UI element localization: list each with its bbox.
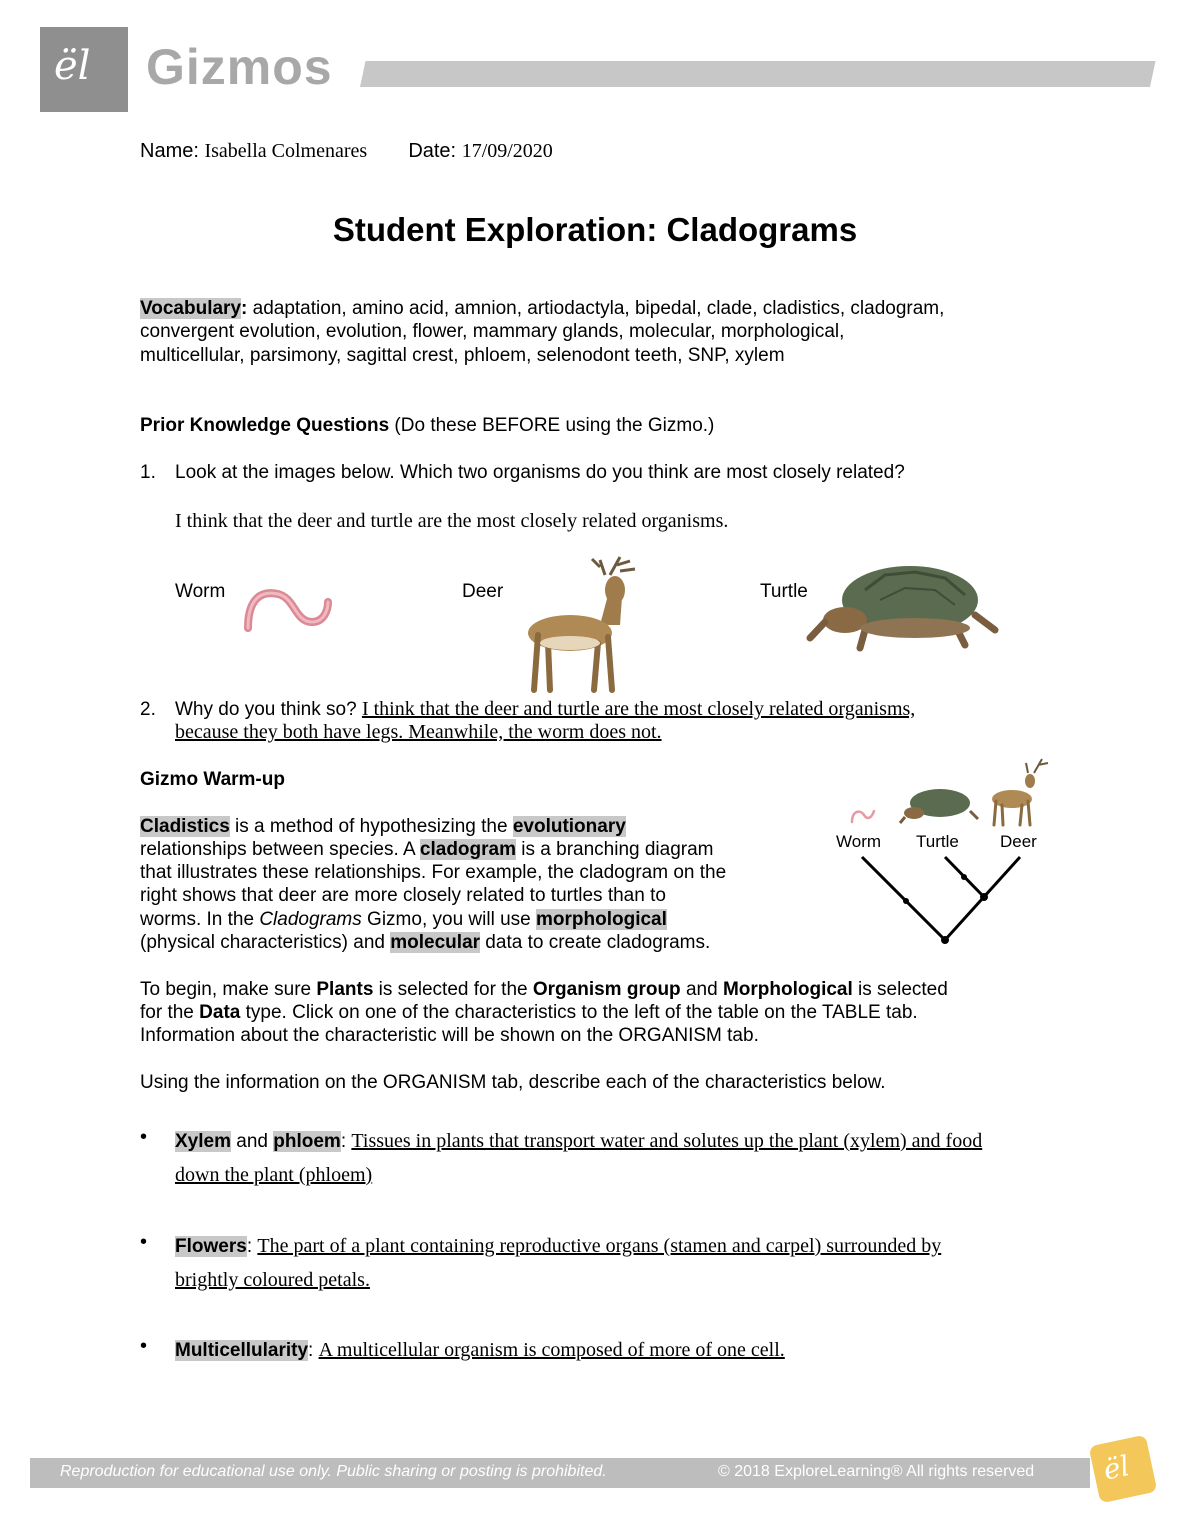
answer-flowers-line-1: The part of a plant containing reproductive organs (stamen and carpel) surrounded by	[257, 1235, 942, 1257]
warmup-p2-line-2	[140, 1001, 918, 1024]
cladogram-label-worm: Worm	[836, 832, 882, 851]
date-label: Date:	[408, 140, 457, 162]
warmup-p1-line-1	[140, 815, 626, 838]
warmup-p1-line-6	[140, 931, 710, 954]
deer-image	[520, 555, 665, 695]
warmup-p2-line-3: Information about the characteristic will be shown on the ORGANISM tab.	[140, 1025, 759, 1046]
question-2-number: 2.	[140, 699, 156, 720]
turtle-image	[805, 560, 1000, 655]
page-title: Student Exploration: Cladograms	[332, 211, 858, 248]
organism-label-turtle: Turtle	[760, 581, 808, 602]
bullet-colon: :	[246, 1236, 258, 1257]
term-flowers: Flowers	[175, 1236, 247, 1257]
term-molecular: molecular	[390, 932, 481, 953]
header-bar	[360, 61, 1156, 87]
warmup-p2-text: for the	[140, 1002, 200, 1023]
term-evolutionary: evolutionary	[512, 816, 626, 837]
bullet-multicellularity	[175, 1339, 785, 1362]
bullet-dot: •	[140, 1231, 148, 1253]
bullet-dot: •	[140, 1335, 148, 1357]
gizmo-name: Cladograms	[259, 909, 362, 930]
warmup-p2-text: type. Click on one of the characteristics to the left of the table on the TABLE tab.	[240, 1002, 918, 1023]
term-xylem: Xylem	[175, 1131, 231, 1152]
footer-copyright: © 2018 ExploreLearning® All rights reserved	[718, 1463, 1035, 1480]
answer-flowers-line-2: brightly coloured petals.	[175, 1269, 370, 1291]
warmup-p2-text: To begin, make sure	[140, 979, 317, 1000]
prior-heading-note: (Do these BEFORE using the Gizmo.)	[389, 415, 715, 436]
prior-knowledge-heading	[140, 414, 714, 437]
warmup-p2-line-1	[140, 978, 948, 1001]
warmup-p1-text: data to create cladograms.	[480, 932, 711, 953]
warmup-p1-line-2	[140, 838, 714, 861]
footer-logo-glyph: ël	[1100, 1449, 1133, 1487]
footer-logo	[1089, 1435, 1158, 1504]
question-1-answer: I think that the deer and turtle are the most closely related organisms.	[175, 510, 729, 532]
answer-xylem-phloem-line-1: Tissues in plants that transport water and solutes up the plant (xylem) and food	[351, 1130, 983, 1152]
bullet-xylem-phloem	[175, 1130, 982, 1153]
cladogram-label-deer: Deer	[1000, 832, 1037, 851]
question-1	[140, 461, 905, 484]
vocabulary-text-1: adaptation, amino acid, amnion, artiodactyla, bipedal, clade, cladistics, cladogram,	[247, 298, 945, 319]
question-2-answer-line-1: I think that the deer and turtle are the most closely related organisms,	[361, 698, 916, 720]
bullet-colon: :	[340, 1131, 352, 1152]
name-value: Isabella Colmenares	[204, 140, 368, 162]
warmup-p1-line-5	[140, 908, 667, 931]
option-data: Data	[199, 1002, 241, 1023]
warmup-p1-line-4: right shows that deer are more closely related to turtles than to	[140, 885, 666, 906]
date-value: 17/09/2020	[461, 140, 553, 162]
prior-heading-text: Prior Knowledge Questions	[140, 415, 390, 436]
worm-image	[240, 580, 340, 635]
term-phloem: phloem	[273, 1131, 341, 1152]
warmup-p1-text: Gizmo, you will use	[361, 909, 536, 930]
organism-label-worm: Worm	[175, 581, 226, 602]
option-morphological: Morphological	[722, 979, 853, 1000]
organism-label-deer: Deer	[462, 581, 504, 602]
question-2	[140, 698, 916, 721]
answer-multicellularity: A multicellular organism is composed of more of one cell.	[318, 1339, 785, 1361]
option-organism-group: Organism group	[532, 979, 681, 1000]
warmup-p1-text: (physical characteristics) and	[140, 932, 391, 953]
bullet-flowers	[175, 1235, 941, 1258]
warmup-heading: Gizmo Warm-up	[140, 769, 285, 790]
question-2-text: Why do you think so?	[175, 699, 362, 720]
term-cladistics: Cladistics	[140, 816, 230, 837]
option-plants: Plants	[316, 979, 374, 1000]
vocabulary-label: Vocabulary	[140, 298, 242, 319]
warmup-p2-text: is selected	[852, 979, 948, 1000]
warmup-p1-text: worms. In the	[140, 909, 260, 930]
vocabulary-line-2: convergent evolution, evolution, flower, mammary glands, molecular, morphological,	[140, 321, 845, 342]
cladogram-label-turtle: Turtle	[916, 832, 959, 851]
bullet-text: and	[230, 1131, 274, 1152]
warmup-p2-text: and	[680, 979, 723, 1000]
vocabulary-colon: :	[241, 298, 248, 319]
name-label: Name:	[140, 140, 199, 162]
warmup-p2-text: is selected for the	[373, 979, 533, 1000]
term-cladogram: cladogram	[419, 839, 516, 860]
student-info	[140, 140, 553, 163]
warmup-p3: Using the information on the ORGANISM tab, describe each of the characteristics below.	[140, 1072, 886, 1093]
vocabulary-line-3: multicellular, parsimony, sagittal crest, phloem, selenodont teeth, SNP, xylem	[140, 345, 785, 366]
warmup-p1-text: relationships between species. A	[140, 839, 420, 860]
warmup-p1-text: is a method of hypothesizing the	[229, 816, 513, 837]
answer-xylem-phloem-line-2: down the plant (phloem)	[175, 1164, 373, 1186]
cladogram-diagram	[830, 755, 1060, 950]
question-1-text: Look at the images below. Which two organisms do you think are most closely related?	[175, 462, 905, 483]
question-2-answer-line-2: because they both have legs. Meanwhile, the worm does not.	[175, 721, 662, 743]
bullet-colon: :	[308, 1340, 319, 1361]
brand-logo-glyph: ël	[54, 43, 91, 89]
question-1-number: 1.	[140, 462, 156, 483]
brand-logo	[40, 27, 128, 112]
vocabulary-line-1	[140, 297, 944, 320]
bullet-dot: •	[140, 1126, 148, 1148]
term-morphological: morphological	[536, 909, 667, 930]
warmup-p1-text: is a branching diagram	[516, 839, 714, 860]
warmup-p1-line-3: that illustrates these relationships. For example, the cladogram on the	[140, 862, 727, 883]
term-multicellularity: Multicellularity	[175, 1340, 309, 1361]
brand-name: Gizmos	[146, 39, 333, 95]
footer-disclaimer: Reproduction for educational use only. Public sharing or posting is prohibited.	[60, 1463, 607, 1480]
